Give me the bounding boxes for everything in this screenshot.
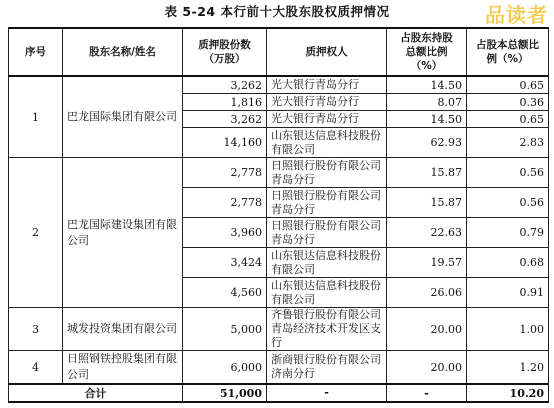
total-ratio-holding: -	[387, 384, 467, 402]
pledged-shares: 3,960	[183, 218, 267, 248]
table-row	[9, 308, 549, 351]
pledgee: 日照银行股份有限公司青岛分行	[267, 188, 387, 218]
pledged-shares: 3,424	[183, 248, 267, 278]
ratio-total: 2.83	[467, 128, 549, 158]
pledged-shares: 5,000	[183, 308, 267, 351]
ratio-holding: 20.00	[387, 351, 467, 385]
ratio-total: 0.68	[467, 248, 549, 278]
pledge-table	[8, 27, 549, 403]
ratio-total: 0.65	[467, 76, 549, 94]
ratio-total: 1.20	[467, 351, 549, 385]
pledged-shares: 4,560	[183, 278, 267, 308]
ratio-holding: 8.07	[387, 94, 467, 111]
ratio-total: 0.36	[467, 94, 549, 111]
pledged-shares: 2,778	[183, 188, 267, 218]
header-idx: 序号	[9, 28, 63, 76]
header-ratio-holding: 占股东持股 总额比例 （%）	[387, 28, 467, 76]
ratio-holding: 14.50	[387, 76, 467, 94]
pledgee: 光大银行青岛分行	[267, 94, 387, 111]
pledged-shares: 1,816	[183, 94, 267, 111]
ratio-total: 0.79	[467, 218, 549, 248]
ratio-total: 0.65	[467, 111, 549, 128]
ratio-total: 0.56	[467, 188, 549, 218]
pledgee: 日照银行股份有限公司青岛分行	[267, 218, 387, 248]
ratio-holding: 15.87	[387, 188, 467, 218]
shareholder-name: 巴龙国际建设集团有限公司	[63, 158, 183, 308]
row-index: 2	[9, 158, 63, 308]
pledgee: 山东银达信息科技股份有限公司	[267, 248, 387, 278]
ratio-holding: 14.50	[387, 111, 467, 128]
total-row	[9, 384, 549, 402]
pledged-shares: 2,778	[183, 158, 267, 188]
total-ratio-total: 10.20	[467, 384, 549, 402]
header-ratio-total: 占股本总额比 例（%）	[467, 28, 549, 76]
row-index: 4	[9, 351, 63, 385]
table-row	[9, 76, 549, 94]
total-pledgee: -	[267, 384, 387, 402]
shareholder-name: 日照钢铁控股集团有限公司	[63, 351, 183, 385]
shareholder-name: 巴龙国际集团有限公司	[63, 76, 183, 158]
header-row	[9, 28, 549, 76]
pledgee: 光大银行青岛分行	[267, 76, 387, 94]
table-caption: 表 5-24 本行前十大股东股权质押情况	[164, 4, 390, 19]
pledgee: 光大银行青岛分行	[267, 111, 387, 128]
ratio-holding: 20.00	[387, 308, 467, 351]
shareholder-name: 城发投资集团有限公司	[63, 308, 183, 351]
watermark-logo: 品读者	[485, 3, 548, 27]
ratio-total: 0.91	[467, 278, 549, 308]
total-label: 合计	[9, 384, 183, 402]
ratio-holding: 22.63	[387, 218, 467, 248]
pledgee: 山东银达信息科技股份有限公司	[267, 278, 387, 308]
row-index: 3	[9, 308, 63, 351]
table-row	[9, 158, 549, 188]
ratio-total: 0.56	[467, 158, 549, 188]
pledged-shares: 3,262	[183, 76, 267, 94]
header-pledged: 质押股份数 （万股）	[183, 28, 267, 76]
pledged-shares: 3,262	[183, 111, 267, 128]
pledgee: 山东银达信息科技股份有限公司	[267, 128, 387, 158]
ratio-holding: 15.87	[387, 158, 467, 188]
ratio-holding: 26.06	[387, 278, 467, 308]
pledgee: 日照银行股份有限公司青岛分行	[267, 158, 387, 188]
ratio-holding: 19.57	[387, 248, 467, 278]
pledgee: 浙商银行股份有限公司济南分行	[267, 351, 387, 385]
pledgee: 齐鲁银行股份有限公司青岛经济技术开发区支行	[267, 308, 387, 351]
header-pledgee: 质押权人	[267, 28, 387, 76]
row-index: 1	[9, 76, 63, 158]
ratio-holding: 62.93	[387, 128, 467, 158]
pledged-shares: 6,000	[183, 351, 267, 385]
pledged-shares: 14,160	[183, 128, 267, 158]
ratio-total: 1.00	[467, 308, 549, 351]
table-row	[9, 351, 549, 385]
header-name: 股东名称/姓名	[63, 28, 183, 76]
total-pledged: 51,000	[183, 384, 267, 402]
